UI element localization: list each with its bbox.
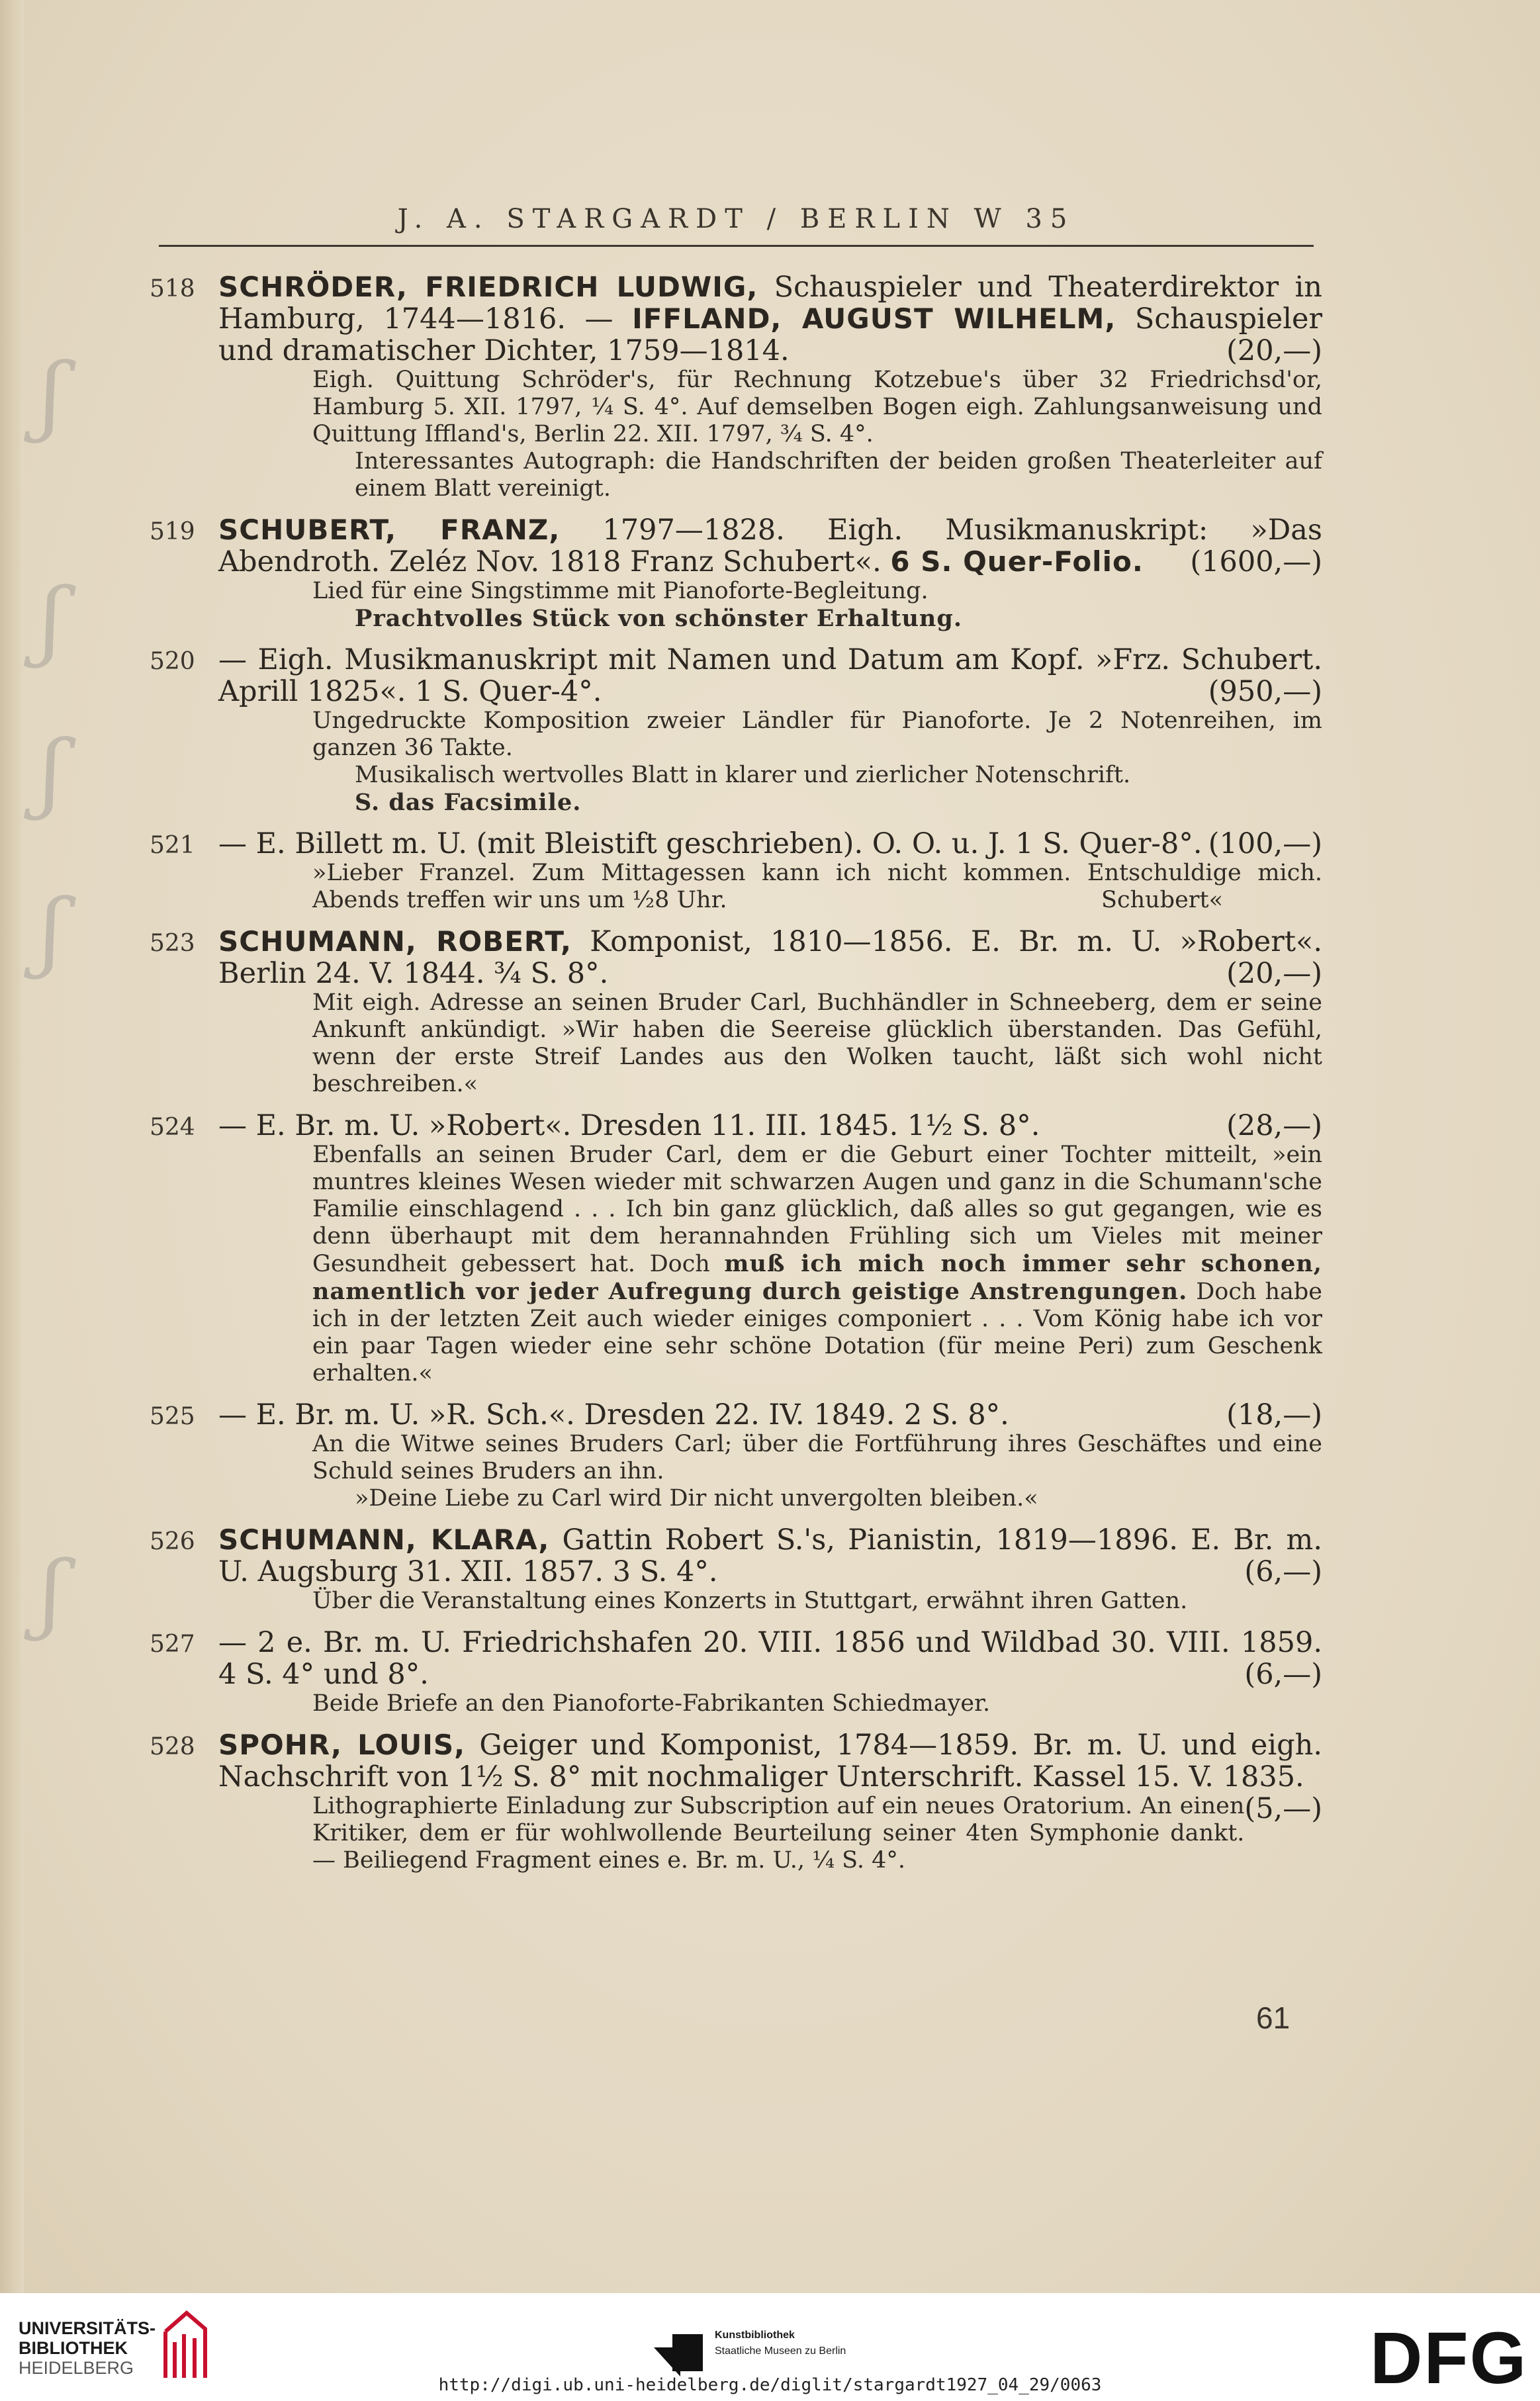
entry-note: Interessantes Autograph: die Handschriften der beiden großen Theaterleiter auf einem Blatt vereinigt. <box>355 448 1322 502</box>
entry-text: — E. Br. m. U. »R. Sch.«. Dresden 22. IV. 1849. 2 S. 8°. <box>218 1398 1009 1431</box>
permalink-url[interactable]: http://digi.ub.uni-heidelberg.de/diglit/stargardt1927_04_29/0063 <box>438 2375 1102 2395</box>
entry-description: Lied für eine Singstimme mit Pianoforte-Begleitung. <box>312 578 929 604</box>
entry-number: 520 <box>150 648 195 675</box>
pencil-mark: ʃ <box>40 569 64 670</box>
entry-description: Lithographierte Einladung zur Subscription auf ein neues Oratorium. An einen Kritiker, dem er für wohlwollende Beurteilung seiner 4ten Symphonie dankt. — Beiliegend Fragment eines e. Br. m. U., ¼ S. 4°. <box>312 1793 1245 1874</box>
entry-note: »Deine Liebe zu Carl wird Dir nicht unvergolten bleiben.« <box>355 1485 1038 1512</box>
entry-price: (18,—) <box>1226 1398 1322 1431</box>
catalogue-entry <box>150 926 1322 1098</box>
header-rule <box>159 245 1314 247</box>
ub-name-line: HEIDELBERG <box>19 2358 134 2378</box>
entry-heading <box>218 1524 1322 1588</box>
entry-description: Ungedruckte Komposition zweier Ländler für Pianoforte. Je 2 Notenreihen, im ganzen 36 Takte. <box>312 707 1322 761</box>
entry-heading <box>218 1399 1322 1431</box>
entry-number: 525 <box>150 1403 195 1430</box>
catalogue-entry <box>150 271 1322 502</box>
catalogue-entry <box>150 644 1322 816</box>
entry-format: 6 S. Quer-Folio. <box>890 545 1144 578</box>
ub-heidelberg-logo-icon[interactable] <box>158 2305 210 2384</box>
ub-heidelberg-name[interactable] <box>19 2318 156 2378</box>
entry-number: 524 <box>150 1114 195 1141</box>
catalogue-entry <box>150 1399 1322 1512</box>
catalogue-entry <box>150 1627 1322 1717</box>
entry-description <box>218 860 1322 914</box>
entry-text: — Eigh. Musikmanuskript mit Namen und Datum am Kopf. »Frz. Schubert. Aprill 1825«. 1 S. Quer-4°. <box>218 643 1322 708</box>
page-number: 61 <box>1256 2001 1291 2035</box>
person-name: SCHUMANN, ROBERT, <box>218 925 572 958</box>
entry-number: 518 <box>150 275 195 302</box>
entry-heading <box>218 514 1322 578</box>
entry-price: (100,—) <box>1208 827 1322 860</box>
person-name: SCHUBERT, FRANZ, <box>218 514 561 546</box>
ub-name-line: UNIVERSITÄTS- <box>19 2318 156 2338</box>
catalogue-entry <box>150 1729 1322 1874</box>
entry-description: Über die Veranstaltung eines Konzerts in Stuttgart, erwähnt ihren Gatten. <box>312 1588 1188 1614</box>
entry-number: 527 <box>150 1631 195 1658</box>
entry-text: Schauspieler und dramatischer Dichter, 1759—1814. <box>218 302 1323 367</box>
entry-heading <box>218 1110 1322 1142</box>
catalogue-entry <box>150 1524 1322 1615</box>
entry-text: — E. Br. m. U. »Robert«. Dresden 11. III. 1845. 1½ S. 8°. <box>218 1109 1040 1142</box>
person-name: SPOHR, LOUIS, <box>218 1729 466 1761</box>
entry-description: An die Witwe seines Bruders Carl; über die Fortführung ihres Geschäftes und eine Schuld seines Bruders an ihn. <box>312 1431 1322 1484</box>
entry-number: 528 <box>150 1733 195 1760</box>
entry-number: 526 <box>150 1528 195 1555</box>
entry-price: (28,—) <box>1226 1109 1322 1142</box>
quote-text: Doch habe ich in der letzten Zeit auch wieder einiges componiert . . . Vom König habe ich vor ein paar Tagen wieder eine sehr schöne Dotation (für meine Peri) zum Geschenk erhalten.« <box>312 1279 1322 1386</box>
entry-description: Eigh. Quittung Schröder's, für Rechnung Kotzebue's über 32 Friedrichsd'or, Hamburg 5. XII. 1797, ¼ S. 4°. Auf demselben Bogen eigh. Zahlungsanweisung und Quittung Iffland's, Berlin 22. XII. 1797, ¾ S. 4°. <box>312 367 1322 447</box>
pencil-mark: ʃ <box>40 880 64 981</box>
entry-text: — 2 e. Br. m. U. Friedrichshafen 20. VIII. 1856 und Wildbad 30. VIII. 1859. 4 S. 4° und 8°. <box>218 1626 1322 1691</box>
entry-price: (1600,—) <box>1190 545 1322 578</box>
entry-text: 1797—1828. Eigh. Musikmanuskript: »Das Abendroth. Zeléz Nov. 1818 Franz Schubert«. <box>218 514 1322 578</box>
kunstbibliothek-logo-icon[interactable] <box>654 2333 707 2379</box>
dfg-logo[interactable]: DFG <box>1370 2318 1528 2399</box>
person-name: SCHUMANN, KLARA, <box>218 1523 550 1556</box>
kb-name-line: Kunstbibliothek <box>715 2330 795 2341</box>
entry-price: (5,—) <box>1244 1792 1322 1825</box>
kb-name-line: Staatliche Museen zu Berlin <box>715 2345 846 2357</box>
person-name: SCHRÖDER, FRIEDRICH LUDWIG, <box>218 271 758 303</box>
catalogue-entry <box>150 828 1322 914</box>
entry-text: — E. Billett m. U. (mit Bleistift geschrieben). O. O. u. J. 1 S. Quer-8°. <box>218 827 1202 860</box>
entry-heading <box>218 271 1322 367</box>
entry-price: (20,—) <box>1226 957 1322 990</box>
kunstbibliothek-name <box>715 2328 846 2359</box>
entry-text: Schauspieler und Theaterdirektor in Hamburg, 1744—1816. — <box>218 271 1322 336</box>
digitization-footer <box>0 2293 1540 2401</box>
ub-name-line: BIBLIOTHEK <box>19 2338 128 2358</box>
entry-price: (20,—) <box>1226 334 1322 367</box>
quote-text: »Lieber Franzel. Zum Mittagessen kann ich nicht kommen. Entschuldige mich. Abends treffen wir uns um ½8 Uhr. <box>312 860 1322 913</box>
quote-emphasis: muß ich mich noch immer sehr schonen, namentlich vor jeder Aufregung durch geistige Anstrengungen. <box>312 1250 1322 1305</box>
facsimile-note: S. das Facsimile. <box>355 789 582 816</box>
pencil-mark: ʃ <box>40 721 64 822</box>
entry-note: Musikalisch wertvolles Blatt in klarer und zierlicher Notenschrift. <box>355 762 1131 788</box>
entry-text: Geiger und Komponist, 1784—1859. Br. m. U. und eigh. Nachschrift von 1½ S. 8° mit nochmaliger Unterschrift. Kassel 15. V. 1835. <box>218 1729 1322 1793</box>
entry-note: Prachtvolles Stück von schönster Erhaltung. <box>355 605 963 632</box>
quote-signature: Schubert« <box>1101 887 1223 913</box>
catalogue-entry <box>150 514 1322 632</box>
entry-number: 523 <box>150 930 195 957</box>
entry-heading <box>218 1627 1322 1690</box>
entry-description: Mit eigh. Adresse an seinen Bruder Carl, Buchhändler in Schneeberg, dem er seine Ankunft ankündigt. »Wir haben die Seereise glücklich überstanden. Das Gefühl, wenn der erste Streif Landes aus den Wolken taucht, läßt sich wohl nicht beschreiben.« <box>312 989 1322 1097</box>
entry-price: (6,—) <box>1244 1555 1322 1588</box>
person-name: IFFLAND, AUGUST WILHELM, <box>632 302 1116 335</box>
entry-heading <box>218 926 1322 989</box>
entry-text: Komponist, 1810—1856. E. Br. m. U. »Robert«. Berlin 24. V. 1844. ¾ S. 8°. <box>218 925 1323 990</box>
catalogue-entries <box>150 271 1322 1874</box>
pencil-mark: ʃ <box>40 344 64 445</box>
catalogue-entry <box>150 1110 1322 1387</box>
entry-number: 519 <box>150 518 195 545</box>
entry-heading <box>218 828 1322 860</box>
pencil-mark: ʃ <box>40 1542 64 1643</box>
running-head: J. A. STARGARDT / BERLIN W 35 <box>397 204 1075 234</box>
entry-description: Beide Briefe an den Pianoforte-Fabrikanten Schiedmayer. <box>312 1690 991 1717</box>
entry-heading <box>218 1729 1322 1825</box>
entry-text: Gattin Robert S.'s, Pianistin, 1819—1896. E. Br. m. U. Augsburg 31. XII. 1857. 3 S. 4°. <box>218 1523 1323 1588</box>
entry-heading <box>218 644 1322 707</box>
entry-number: 521 <box>150 832 195 859</box>
entry-description <box>218 1142 1322 1387</box>
page-binding-edge <box>0 0 24 2293</box>
entry-price: (6,—) <box>1244 1658 1322 1691</box>
quote-text: Ebenfalls an seinen Bruder Carl, dem er die Geburt einer Tochter mitteilt, »ein muntres kleines Wesen wieder mit schwarzen Augen und ganz in die Schumann'sche Familie einschlagend . . . Ich bin ganz glücklich, daß alles so gut gegangen, wie es denn überhaupt mit dem herannahnden Frühling sich um Vieles mit meiner Gesundheit gebessert hat. Doch <box>312 1142 1322 1277</box>
entry-price: (950,—) <box>1208 675 1322 708</box>
